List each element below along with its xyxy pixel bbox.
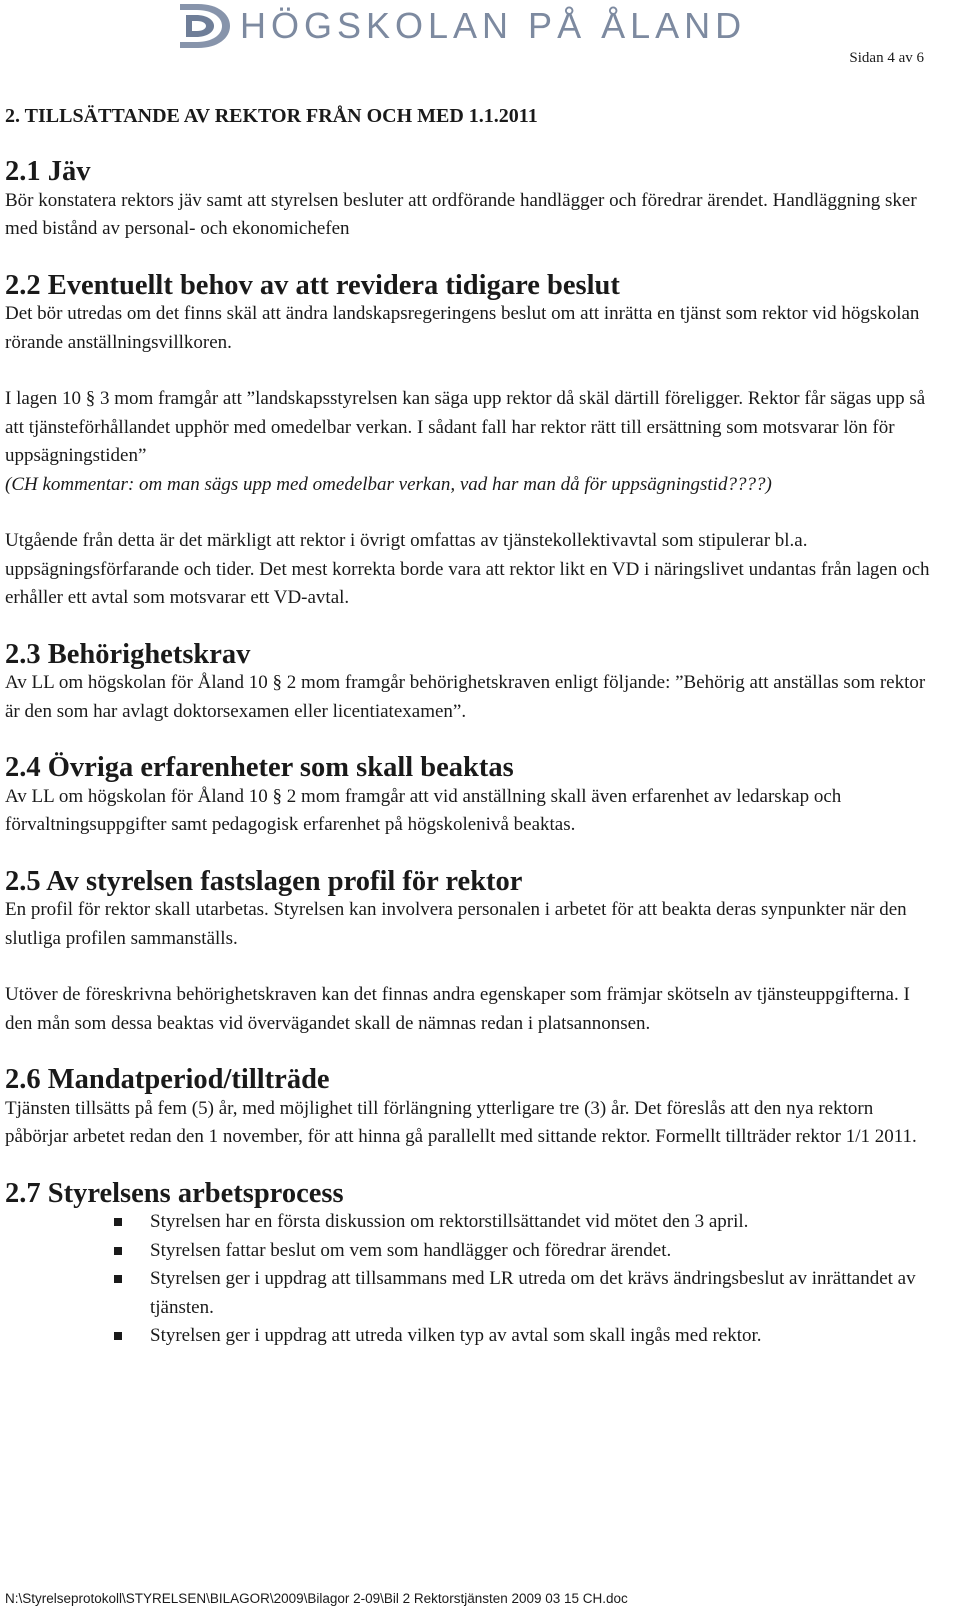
section-heading: 2.3 Behörighetskrav — [5, 638, 251, 670]
section-heading: 2.1 Jäv — [5, 156, 91, 187]
section-eventuellt-behov — [5, 269, 930, 613]
list-item: Styrelsen ger i uppdrag att utreda vilken typ av avtal som skall ingås med rektor. — [150, 1322, 930, 1351]
document-title: 2. TILLSÄTTANDE AV REKTOR FRÅN OCH MED 1.1.2011 — [5, 105, 538, 127]
hogskolan-logo-icon — [176, 2, 232, 50]
paragraph: Tjänsten tillsätts på fem (5) år, med möjlighet till förlängning ytterligare tre (3) år. Det föreslås att den nya rektorn påbörjar arbetet redan den 1 november, för att hinna gå parallellt med sittande rektor. Formellt tillträder rektor 1/1 2011. — [5, 1097, 917, 1147]
paragraph: Utöver de föreskrivna behörighetskraven kan det finnas andra egenskaper som främjar skötseln av tjänsteuppgifterna. I den mån som dessa beaktas vid övervägandet skall de nämnas redan i platsannonsen. — [5, 984, 910, 1034]
section-ovriga-erfarenheter — [5, 754, 930, 840]
section-mandatperiod — [5, 1066, 930, 1152]
paragraph: Av LL om högskolan för Åland 10 § 2 mom framgår behörighetskraven enligt följande: ”Behörig att anställas som rektor är den som har avlagt doktorsexamen eller licentiatexamen”. — [5, 672, 926, 722]
section-heading: 2.6 Mandatperiod/tillträde — [5, 1064, 330, 1095]
paragraph-text: I lagen 10 § 3 mom framgår att ”landskapsstyrelsen kan säga upp rektor då skäl därtill föreligger. Rektor får sägas upp så att tjänsteförhållandet upphör med omedelbar verkan. I sådant fall har rektor rätt till ersättning som motsvarar lön för uppsägningstiden” — [5, 388, 926, 466]
section-heading: 2.4 Övriga erfarenheter som skall beaktas — [5, 752, 514, 783]
comment-text: (CH kommentar: om man sägs upp med omedelbar verkan, vad har man då för uppsägningstid????) — [5, 473, 772, 495]
logo — [176, 2, 746, 50]
section-heading: 2.2 Eventuellt behov av att revidera tidigare beslut — [5, 269, 620, 301]
paragraph: Utgående från detta är det märkligt att rektor i övrigt omfattas av tjänstekollektivavtal som stipulerar bl.a. uppsägningsförfarande och tider. Det mest korrekta borde vara att rektor likt en VD i näringslivet undantas från lagen och erhåller ett avtal som motsvarar ett VD-avtal. — [5, 530, 930, 608]
document-body — [5, 101, 930, 1379]
section-jav — [5, 158, 930, 244]
file-path-footer: N:\Styrelseprotokoll\STYRELSEN\BILAGOR\2009\Bilagor 2-09\Bil 2 Rektorstjänsten 2009 03 15 CH.doc — [5, 1591, 628, 1606]
logo-text: HÖGSKOLAN PÅ ÅLAND — [240, 5, 747, 46]
paragraph: Bör konstatera rektors jäv samt att styrelsen besluter att ordförande handlägger och föredrar ärendet. Handläggning sker med bistånd av personal- och ekonomichefen — [5, 189, 917, 239]
section-arbetsprocess — [5, 1177, 930, 1351]
page-number: Sidan 4 av 6 — [849, 50, 924, 66]
list-item: Styrelsen fattar beslut om vem som handlägger och föredrar ärendet. — [150, 1237, 930, 1266]
section-heading: 2.5 Av styrelsen fastslagen profil för rektor — [5, 865, 523, 897]
paragraph-with-comment — [5, 385, 930, 499]
paragraph: Av LL om högskolan för Åland 10 § 2 mom framgår att vid anställning skall även erfarenhet av ledarskap och förvaltningsuppgifter samt pedagogisk erfarenhet på högskolenivå beaktas. — [5, 785, 842, 835]
paragraph: En profil för rektor skall utarbetas. Styrelsen kan involvera personalen i arbetet för att beakta deras synpunkter när den slutliga profilen sammanställs. — [5, 899, 907, 949]
paragraph: Det bör utredas om det finns skäl att ändra landskapsregeringens beslut om att inrätta en tjänst som rektor vid högskolan rörande anställningsvillkoren. — [5, 303, 920, 353]
bullet-list — [5, 1208, 930, 1351]
list-item: Styrelsen har en första diskussion om rektorstillsättandet vid mötet den 3 april. — [150, 1208, 930, 1237]
section-behorighetskrav — [5, 638, 930, 727]
section-profil — [5, 865, 930, 1039]
section-heading: 2.7 Styrelsens arbetsprocess — [5, 1177, 344, 1209]
list-item: Styrelsen ger i uppdrag att tillsammans med LR utreda om det krävs ändringsbeslut av inrättandet av tjänsten. — [150, 1265, 930, 1322]
